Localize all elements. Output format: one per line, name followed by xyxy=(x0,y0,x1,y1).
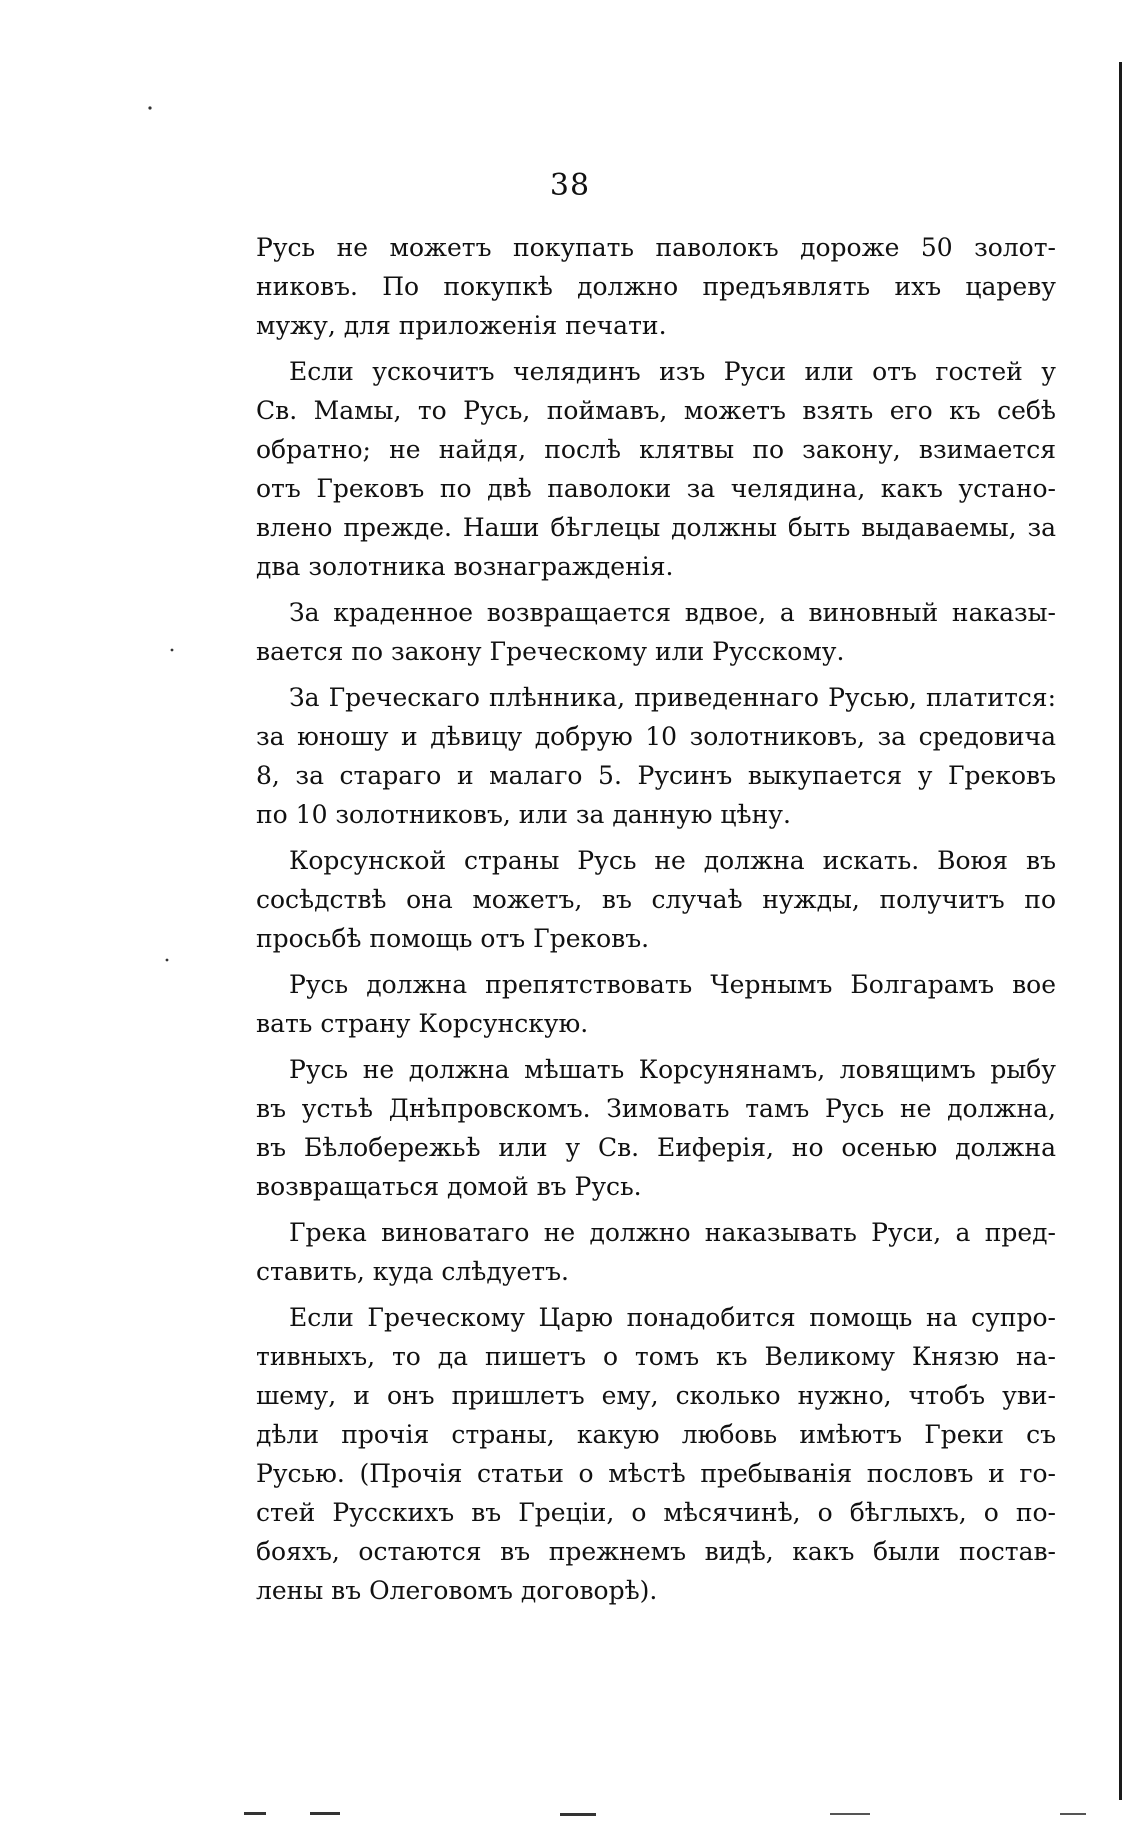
paragraph xyxy=(256,965,1056,1043)
paragraph-gap xyxy=(256,586,1056,593)
text-line: Русь должна препятствовать Чернымъ Болгарамъ вое xyxy=(289,970,1056,999)
text-line: тивныхъ, то да пишетъ о томъ къ Великому Князю на- xyxy=(256,1342,1056,1371)
body-text xyxy=(256,228,1056,1610)
text-line: Если ускочитъ челядинъ изъ Руси или отъ гостей у xyxy=(289,357,1056,386)
text-line: дѣли прочія страны, какую любовь имѣютъ Греки съ xyxy=(256,1420,1056,1449)
speck xyxy=(244,1812,266,1815)
text-line: за юношу и дѣвицу добрую 10 золотниковъ, за средовича xyxy=(256,722,1056,751)
text-line: въ Бѣлобережьѣ или у Св. Еиферія, но осенью должна xyxy=(256,1133,1056,1162)
text-line: Св. Мамы, то Русь, поймавъ, можетъ взять его къ себѣ xyxy=(256,396,1056,425)
paragraph xyxy=(256,352,1056,586)
speck xyxy=(310,1812,340,1815)
text-line: лены въ Олеговомъ договорѣ). xyxy=(256,1576,658,1605)
paragraph xyxy=(256,1050,1056,1206)
text-line: два золотника вознагражденія. xyxy=(256,552,674,581)
text-line: просьбѣ помощь отъ Грековъ. xyxy=(256,924,650,953)
page-number: 38 xyxy=(549,168,591,203)
speck xyxy=(1060,1813,1086,1815)
text-line: вать страну Корсунскую. xyxy=(256,1009,589,1038)
speck xyxy=(166,959,169,962)
text-line: сосѣдствѣ она можетъ, въ случаѣ нужды, получитъ по xyxy=(256,885,1056,914)
text-line: въ устьѣ Днѣпровскомъ. Зимовать тамъ Русь не должна, xyxy=(256,1094,1056,1123)
paragraph xyxy=(256,1298,1056,1610)
text-line: Если Греческому Царю понадобится помощь на супро- xyxy=(289,1303,1056,1332)
text-line: За Греческаго плѣнника, приведеннаго Русью, платится: xyxy=(289,683,1056,712)
text-line: влено прежде. Наши бѣглецы должны быть выдаваемы, за xyxy=(256,513,1056,542)
speck xyxy=(171,649,174,652)
text-line: Русь не можетъ покупать паволокъ дороже 50 золот- xyxy=(256,233,1056,262)
paragraph xyxy=(256,593,1056,671)
paragraph-gap xyxy=(256,1206,1056,1213)
text-line: 8, за стараго и малаго 5. Русинъ выкупается у Грековъ xyxy=(256,761,1056,790)
paragraph xyxy=(256,1213,1056,1291)
text-line: Корсунской страны Русь не должна искать. Воюя въ xyxy=(289,846,1056,875)
text-line: ставить, куда слѣдуетъ. xyxy=(256,1257,569,1286)
text-line: стей Русскихъ въ Греціи, о мѣсячинѣ, о бѣглыхъ, о по- xyxy=(256,1498,1056,1527)
text-line: Русь не должна мѣшать Корсунянамъ, ловящимъ рыбу xyxy=(289,1055,1056,1084)
text-line: За краденное возвращается вдвое, а виновный наказы- xyxy=(289,598,1056,627)
text-line: вается по закону Греческому или Русскому. xyxy=(256,637,845,666)
text-line: возвращаться домой въ Русь. xyxy=(256,1172,642,1201)
paragraph-gap xyxy=(256,345,1056,352)
paragraph xyxy=(256,678,1056,834)
text-line: бояхъ, остаются въ прежнемъ видѣ, какъ были постав- xyxy=(256,1537,1056,1566)
text-line: мужу, для приложенія печати. xyxy=(256,311,667,340)
text-line: отъ Грековъ по двѣ паволоки за челядина, какъ устано- xyxy=(256,474,1056,503)
text-line: шему, и онъ пришлетъ ему, сколько нужно, чтобъ уви- xyxy=(256,1381,1056,1410)
paragraph-gap xyxy=(256,1291,1056,1298)
speck xyxy=(560,1813,596,1816)
text-line: обратно; не найдя, послѣ клятвы по закону, взимается xyxy=(256,435,1056,464)
paragraph xyxy=(256,841,1056,958)
paragraph-gap xyxy=(256,958,1056,965)
speck xyxy=(148,106,151,109)
text-line: никовъ. По покупкѣ должно предъявлять ихъ цареву xyxy=(256,272,1056,301)
paragraph-gap xyxy=(256,1043,1056,1050)
speck xyxy=(830,1813,870,1815)
paragraph xyxy=(256,228,1056,345)
paragraph-gap xyxy=(256,671,1056,678)
paragraph-gap xyxy=(256,834,1056,841)
text-line: Грека виноватаго не должно наказывать Руси, а пред- xyxy=(289,1218,1056,1247)
text-line: по 10 золотниковъ, или за данную цѣну. xyxy=(256,800,791,829)
text-line: Русью. (Прочія статьи о мѣстѣ пребыванія пословъ и го- xyxy=(256,1459,1056,1488)
